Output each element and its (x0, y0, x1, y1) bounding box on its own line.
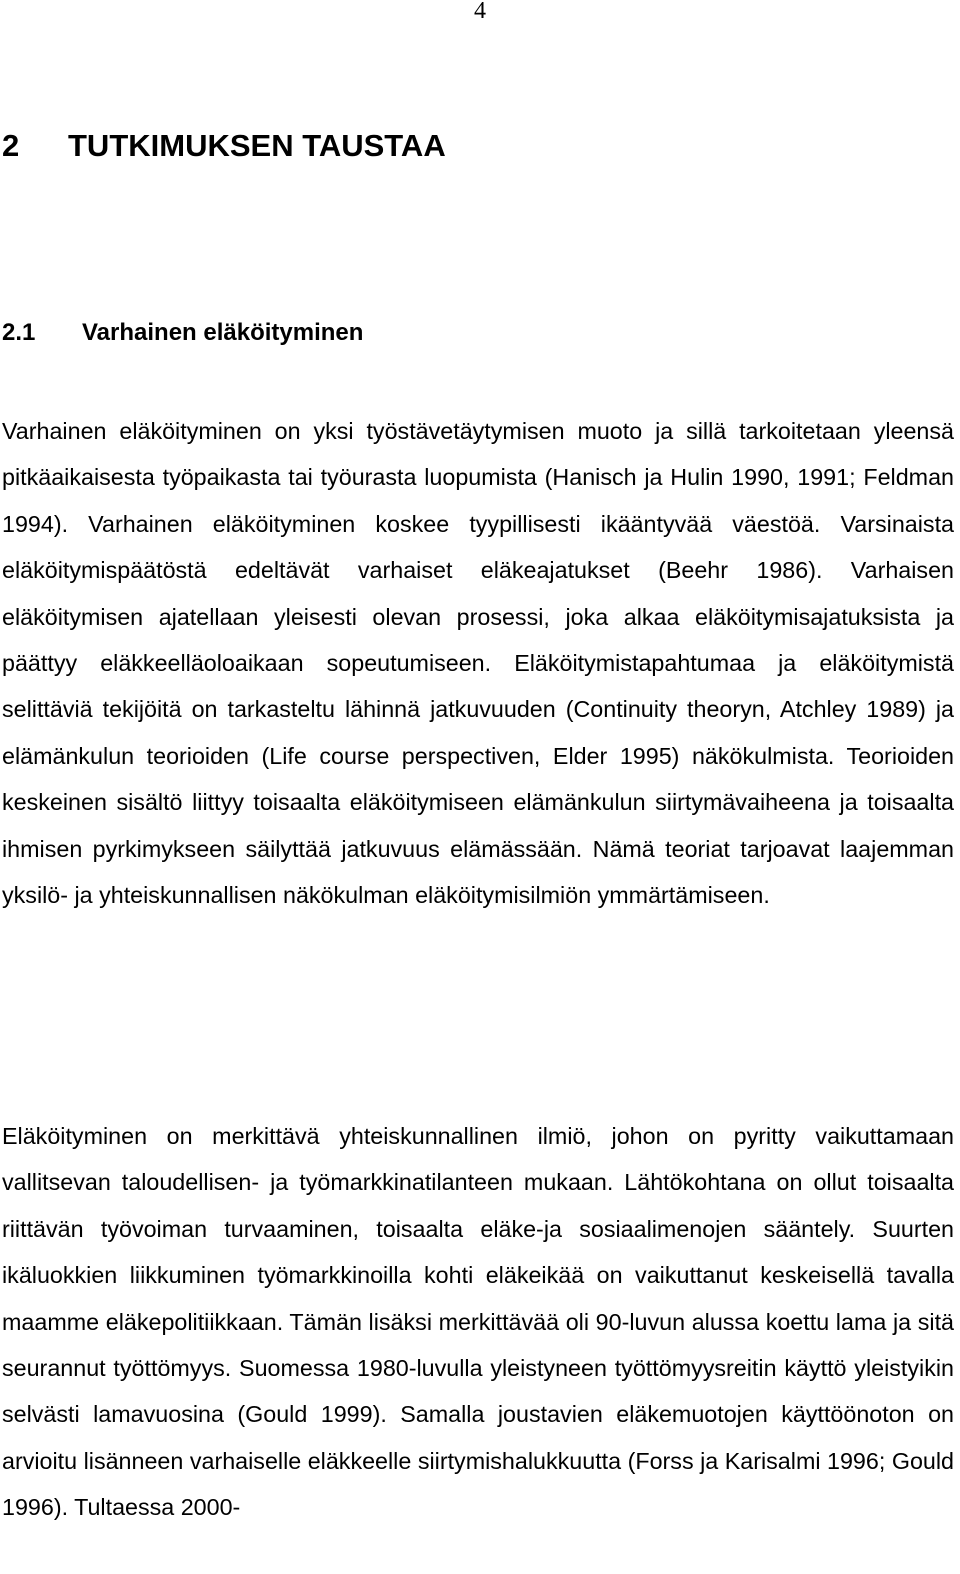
chapter-number: 2 (2, 128, 20, 163)
body-paragraph: Eläköityminen on merkittävä yhteiskunnallinen ilmiö, johon on pyritty vaikuttamaan vallitsevan taloudellisen- ja työmarkkinatilanteen mukaan. Lähtökohtana on ollut toisaalta riittävän työvoiman turvaaminen, toisaalta eläke-ja sosiaalimenojen sääntely. Suurten ikäluokkien liikkuminen työmarkkinoilla kohti eläkeikää on vaikuttanut keskeisellä tavalla maamme eläkepolitiikkaan. Tämän lisäksi merkittävää oli 90-luvun alussa koettu lama ja sitä seurannut työttömyys. Suomessa 1980-luvulla yleistyneen työttömyysreitin käyttö yleistyikin selvästi lamavuosina (Gould 1999). Samalla joustavien eläkemuotojen käyttöönoton on arvioitu lisänneen varhaiselle eläkkeelle siirtymishalukkuutta (Forss ja Karisalmi 1996; Gould 1996). Tultaessa 2000- (2, 1123, 954, 1521)
section-number: 2.1 (2, 319, 36, 346)
body-paragraph: Varhainen eläköityminen on yksi työstävetäytymisen muoto ja sillä tarkoitetaan yleensä pitkäaikaisesta työpaikasta tai työurasta luopumista (Hanisch ja Hulin 1990, 1991; Feldman 1994). Varhainen eläköityminen koskee tyypillisesti ikääntyvää väestöä. Varsinaista eläköitymispäätöstä edeltävät varhaiset eläkeajatukset (Beehr 1986). Varhaisen eläköitymisen ajatellaan yleisesti olevan prosessi, joka alkaa eläköitymisajatuksista ja päättyy eläkkeelläoloaikaan sopeutumiseen. Eläköitymistapahtumaa ja eläköitymistä selittäviä tekijöitä on tarkasteltu lähinnä jatkuvuuden (Continuity theoryn, Atchley 1989) ja elämänkulun teorioiden (Life course perspectiven, Elder 1995) näkökulmista. Teorioiden keskeinen sisältö liittyy toisaalta eläköitymiseen elämänkulun siirtymävaiheena ja toisaalta ihmisen pyrkimykseen säilyttää jatkuvuus elämässään. Nämä teoriat tarjoavat laajemman yksilö- ja yhteiskunnallisen näkökulman eläköitymisilmiön ymmärtämiseen. (2, 418, 954, 909)
section-heading (2, 315, 363, 351)
chapter-title: TUTKIMUKSEN TAUSTAA (68, 128, 446, 163)
page-number: 4 (474, 0, 486, 24)
section-title: Varhainen eläköityminen (82, 319, 364, 346)
chapter-heading (2, 124, 446, 168)
